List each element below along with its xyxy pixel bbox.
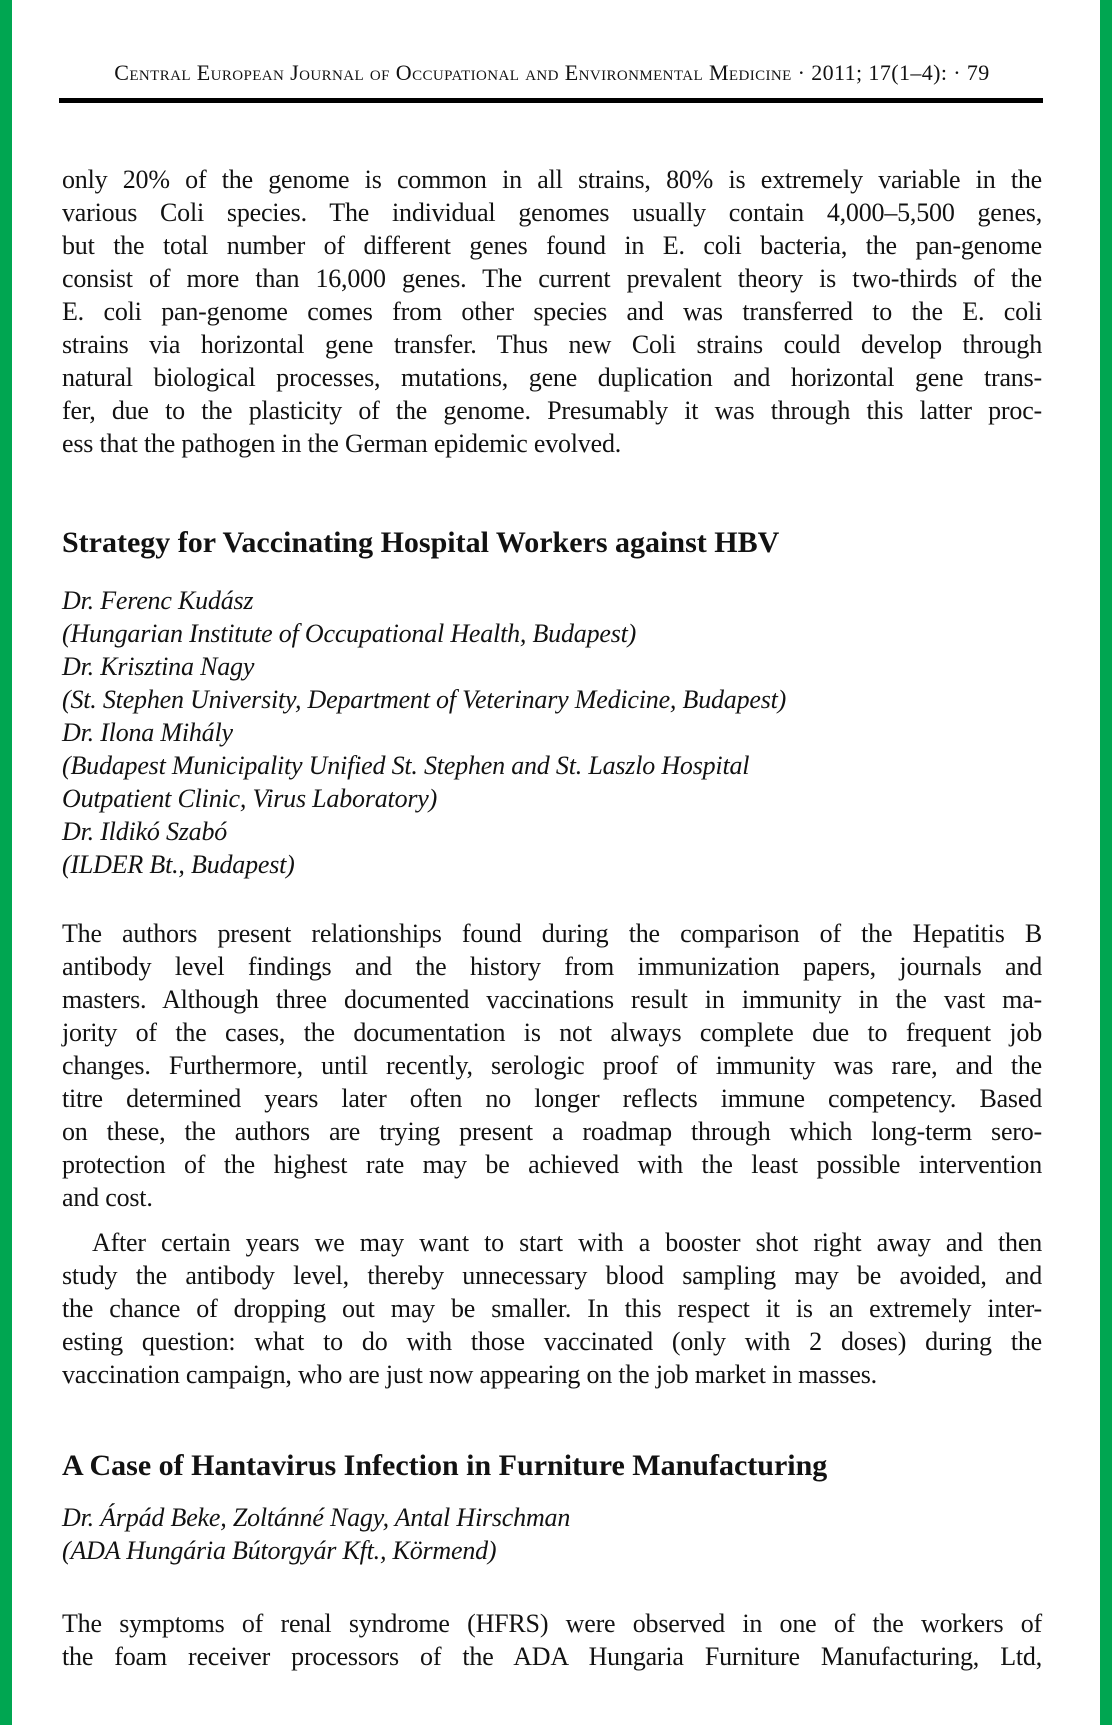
text-line: and cost. <box>62 1183 153 1212</box>
text-line: the chance of dropping out may be smaller. In this respect it is an extremely inter- <box>62 1294 1042 1323</box>
text-line: study the antibody level, thereby unnecessary blood sampling may be avoided, and <box>62 1261 1042 1290</box>
paragraph <box>62 1607 1042 1673</box>
author-block <box>62 584 1042 881</box>
left-edge-bar <box>0 0 12 1725</box>
section-heading: A Case of Hantavirus Infection in Furniture Manufacturing <box>62 1449 828 1482</box>
text-line: protection of the highest rate may be achieved with the least possible intervention <box>62 1150 1042 1179</box>
text-line: ess that the pathogen in the German epidemic evolved. <box>62 429 622 458</box>
page-content <box>62 0 1042 1673</box>
text-line: natural biological processes, mutations, gene duplication and horizontal gene trans- <box>62 363 1042 392</box>
journal-header: Central European Journal of Occupational and Environmental Medicine · 2011; 17(1–4): · 79 <box>114 60 990 85</box>
author-line: (St. Stephen University, Department of Veterinary Medicine, Budapest) <box>62 685 787 714</box>
text-line: E. coli pan-genome comes from other species and was transferred to the E. coli <box>62 297 1042 326</box>
text-line: various Coli species. The individual genomes usually contain 4,000–5,500 genes, <box>62 198 1042 227</box>
text-line: the foam receiver processors of the ADA Hungaria Furniture Manufacturing, Ltd, <box>62 1642 1042 1671</box>
text-line: fer, due to the plasticity of the genome. Presumably it was through this latter proc- <box>62 396 1042 425</box>
author-line: (Hungarian Institute of Occupational Health, Budapest) <box>62 619 637 648</box>
text-line: vaccination campaign, who are just now appearing on the job market in masses. <box>62 1360 877 1389</box>
paragraph <box>62 917 1042 1214</box>
text-line: only 20% of the genome is common in all strains, 80% is extremely variable in the <box>62 165 1042 194</box>
author-line: (ILDER Bt., Budapest) <box>62 850 295 879</box>
author-line: Dr. Ilona Mihály <box>62 718 233 747</box>
author-block <box>62 1501 1042 1567</box>
text-line: consist of more than 16,000 genes. The current prevalent theory is two-thirds of the <box>62 264 1042 293</box>
text-line: After certain years we may want to start with a booster shot right away and then <box>92 1228 1042 1257</box>
text-line: The authors present relationships found during the comparison of the Hepatitis B <box>62 919 1042 948</box>
paragraph <box>62 163 1042 460</box>
text-line: changes. Furthermore, until recently, serologic proof of immunity was rare, and the <box>62 1051 1042 1080</box>
author-line: (ADA Hungária Bútorgyár Kft., Körmend) <box>62 1536 497 1565</box>
author-line: Dr. Krisztina Nagy <box>62 652 255 681</box>
text-line: The symptoms of renal syndrome (HFRS) were observed in one of the workers of <box>62 1609 1042 1638</box>
author-line: Dr. Ferenc Kudász <box>62 586 254 615</box>
text-line: esting question: what to do with those vaccinated (only with 2 doses) during the <box>62 1327 1042 1356</box>
author-line: Dr. Árpád Beke, Zoltánné Nagy, Antal Hirschman <box>62 1503 571 1532</box>
text-line: but the total number of different genes found in E. coli bacteria, the pan-genome <box>62 231 1042 260</box>
paragraph <box>62 1226 1042 1391</box>
text-line: on these, the authors are trying present a roadmap through which long-term sero- <box>62 1117 1042 1146</box>
text-line: strains via horizontal gene transfer. Thus new Coli strains could develop through <box>62 330 1042 359</box>
text-line: masters. Although three documented vaccinations result in immunity in the vast ma- <box>62 985 1042 1014</box>
text-blocks <box>62 163 1042 1673</box>
text-line: antibody level findings and the history from immunization papers, journals and <box>62 952 1042 981</box>
author-line: (Budapest Municipality Unified St. Stephen and St. Laszlo Hospital <box>62 751 750 780</box>
section-heading: Strategy for Vaccinating Hospital Workers against HBV <box>62 526 780 559</box>
header-rule <box>59 98 1043 103</box>
author-line: Outpatient Clinic, Virus Laboratory) <box>62 784 438 813</box>
text-line: jority of the cases, the documentation is not always complete due to frequent job <box>62 1018 1042 1047</box>
author-line: Dr. Ildikó Szabó <box>62 817 228 846</box>
text-line: titre determined years later often no longer reflects immune competency. Based <box>62 1084 1042 1113</box>
right-edge-bar <box>1100 0 1112 1725</box>
